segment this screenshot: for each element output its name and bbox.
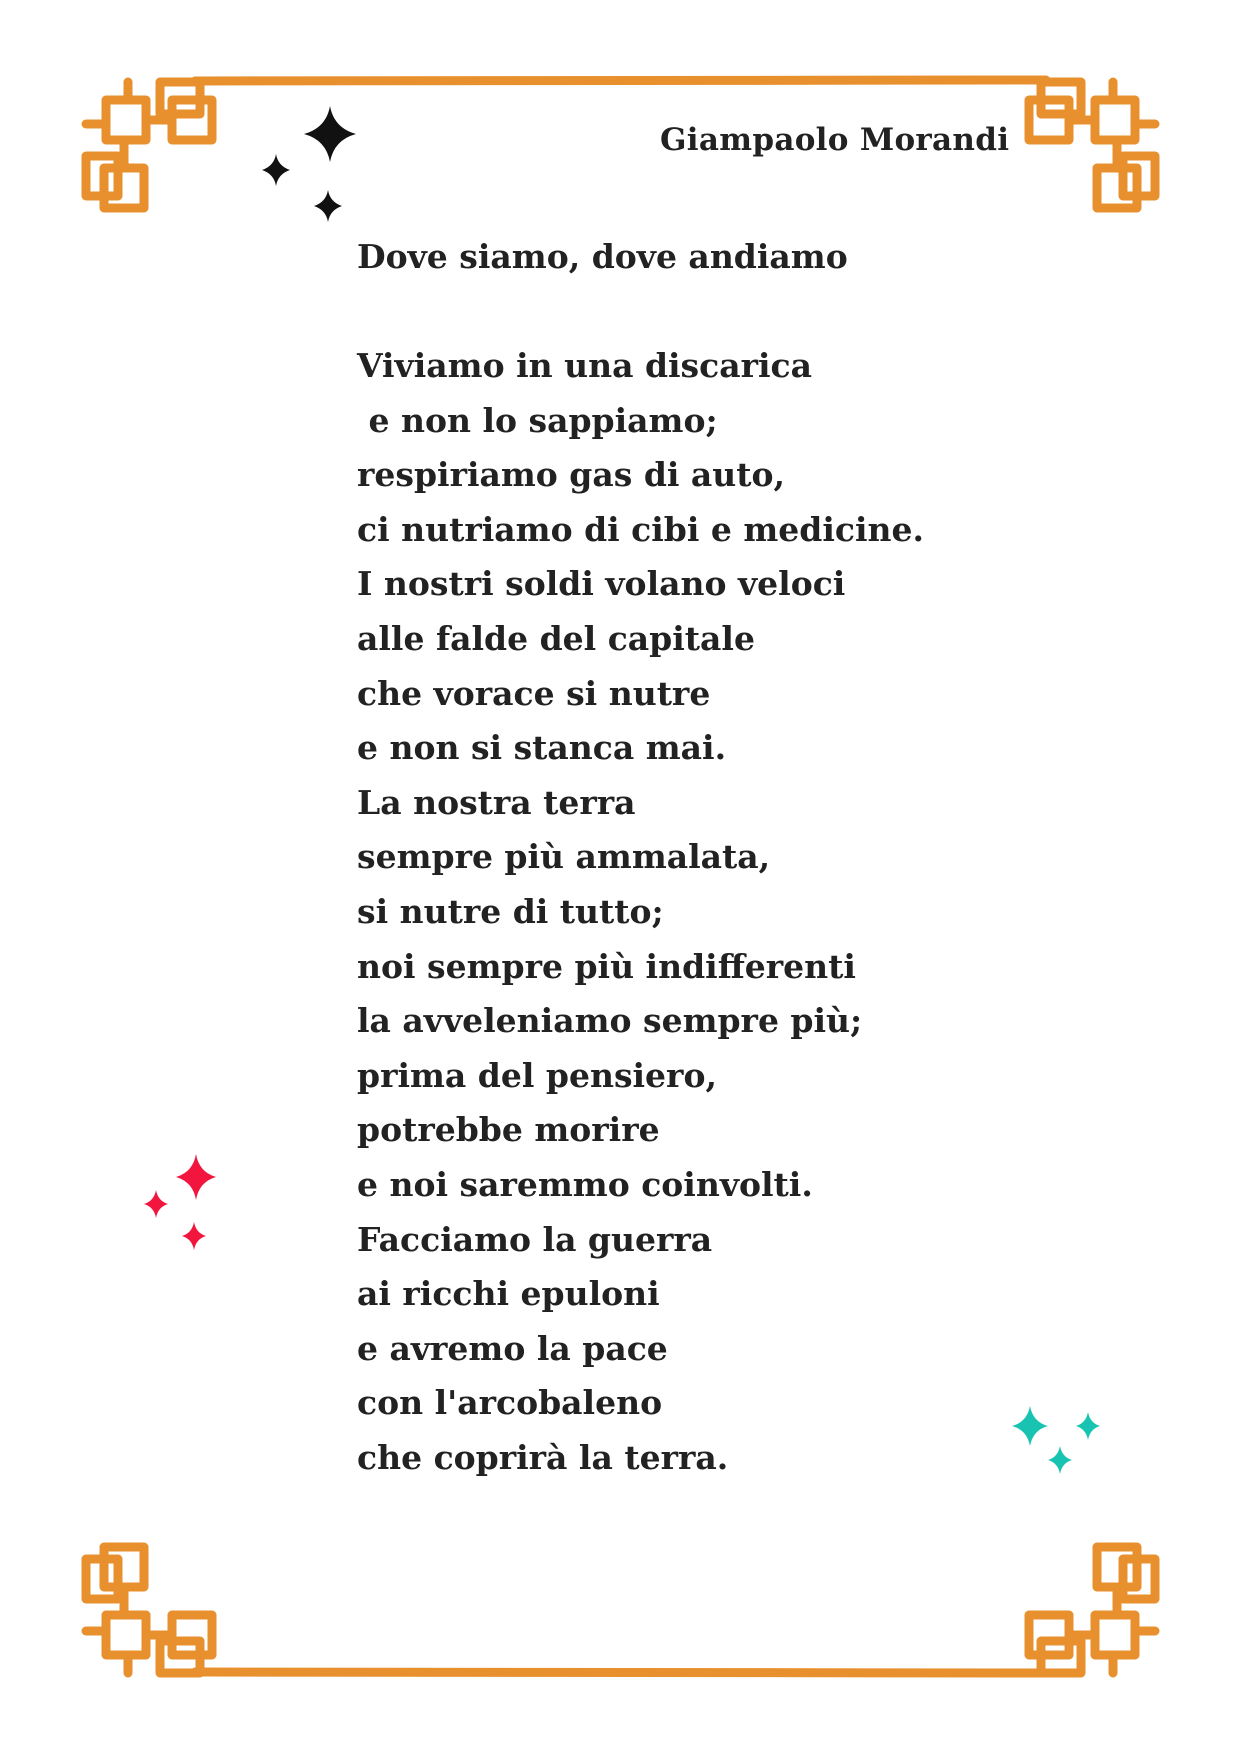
poem-line: alle falde del capitale (357, 618, 755, 658)
poem-body (357, 345, 924, 1491)
poem-line: e noi saremmo coinvolti. (357, 1164, 813, 1204)
poem-line: e non lo sappiamo; (357, 400, 718, 440)
poem-line: che coprirà la terra. (357, 1437, 729, 1477)
poem-line: e non si stanca mai. (357, 728, 727, 768)
poem-line: che vorace si nutre (357, 673, 711, 713)
poem-line: ci nutriamo di cibi e medicine. (357, 509, 925, 549)
stanza-gap (357, 278, 924, 345)
poem-line: prima del pensiero, (357, 1055, 717, 1095)
poem-line: Viviamo in una discarica (357, 346, 813, 385)
sparkle-icon (138, 1150, 228, 1265)
poem (357, 236, 924, 1491)
sparkle-icon (1004, 1400, 1114, 1490)
author-name: Giampaolo Morandi (660, 122, 1010, 158)
poem-line: potrebbe morire (357, 1110, 660, 1150)
poem-line: Facciamo la guerra (357, 1219, 713, 1259)
poem-title: Dove siamo, dove andiamo (357, 237, 848, 276)
sparkle-icon (252, 102, 362, 232)
poem-line: noi sempre più indifferenti (357, 946, 856, 986)
poem-line: la avveleniamo sempre più; (357, 1001, 863, 1041)
poem-line: respiriamo gas di auto, (357, 455, 786, 495)
poem-line: con l'arcobaleno (357, 1383, 663, 1423)
poem-line: I nostri soldi volano veloci (357, 564, 846, 604)
poem-line: si nutre di tutto; (357, 891, 664, 931)
poem-line: ai ricchi epuloni (357, 1274, 660, 1314)
poem-line: La nostra terra (357, 782, 636, 822)
poem-line: sempre più ammalata, (357, 837, 771, 877)
poem-line: e avremo la pace (357, 1328, 668, 1368)
